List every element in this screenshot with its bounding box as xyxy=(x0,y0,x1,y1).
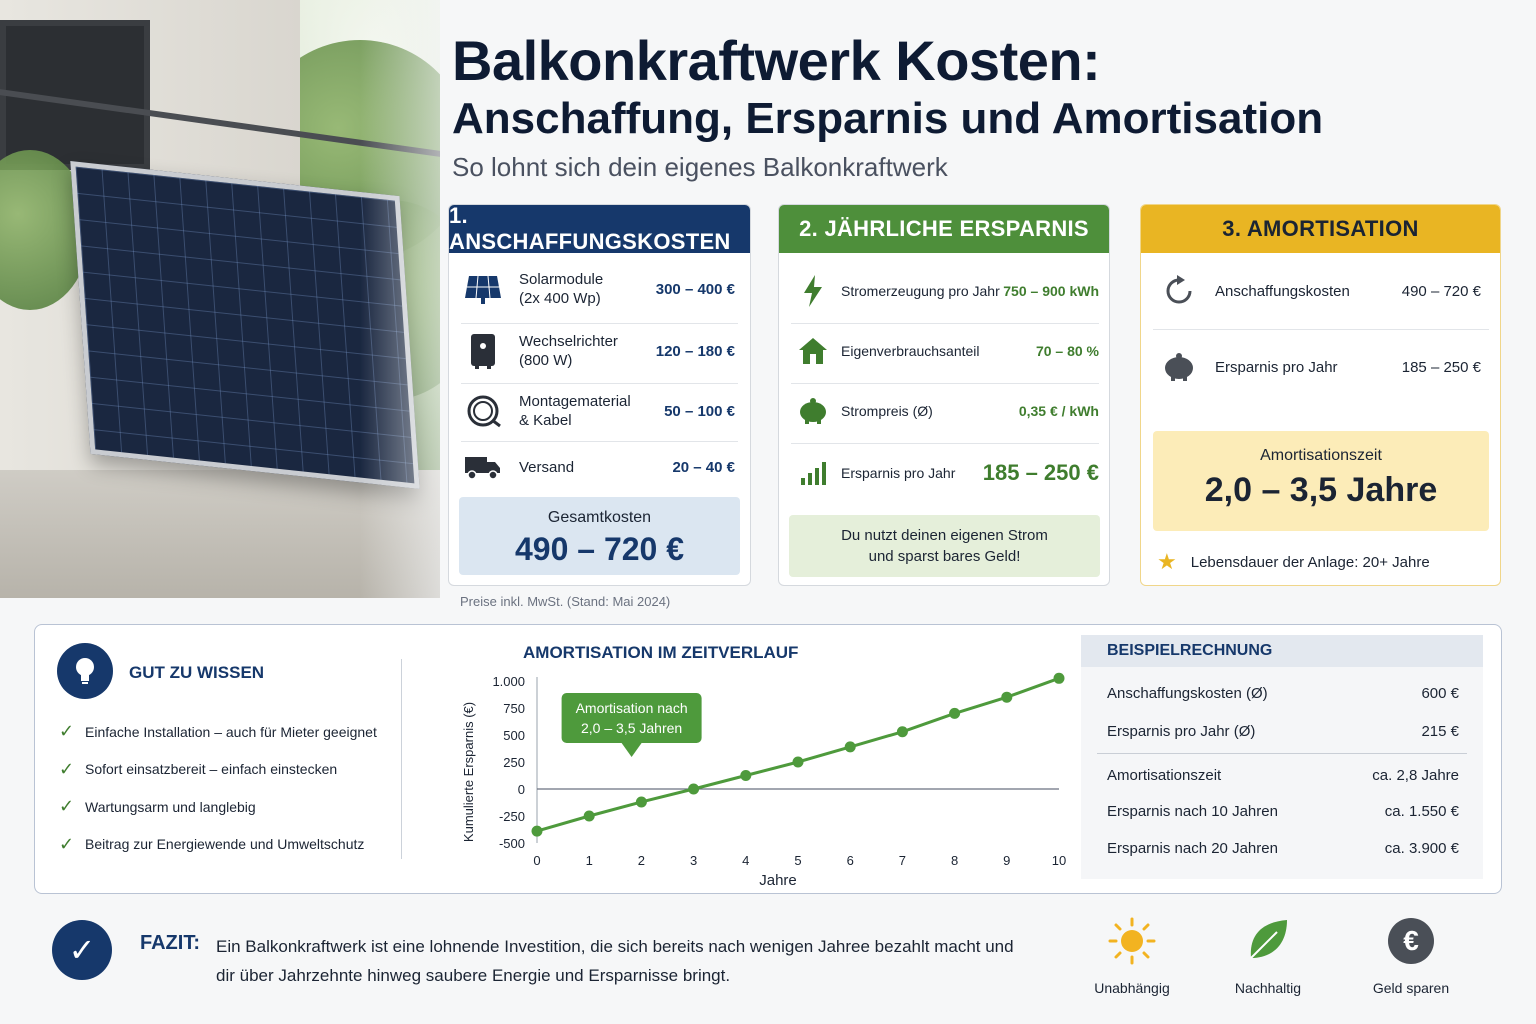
badge-sustainable: Nachhaltig xyxy=(1218,916,1318,996)
data-point xyxy=(636,796,647,807)
data-point xyxy=(793,757,804,768)
piggy-bank-icon xyxy=(1159,347,1199,387)
cost-row: Wechselrichter (800 W) 120 – 180 € xyxy=(463,331,735,371)
sun-icon xyxy=(1082,916,1182,966)
data-point xyxy=(740,770,751,781)
cost-value: 50 – 100 € xyxy=(664,402,735,420)
amortization-row: Ersparnis pro Jahr 185 – 250 € xyxy=(1159,347,1481,387)
conclusion-label: FAZIT: xyxy=(140,932,200,954)
checkmark-icon: ✓ xyxy=(52,920,112,980)
cost-value: 20 – 40 € xyxy=(672,458,735,476)
savings-value: 185 – 250 € xyxy=(982,460,1099,485)
x-tick-label: 0 xyxy=(533,853,541,868)
check-icon: ✓ xyxy=(59,758,75,779)
card-title: 1. ANSCHAFFUNGSKOSTEN xyxy=(449,205,750,253)
house-icon xyxy=(793,331,833,371)
annotation-text: 2,0 – 3,5 Jahren xyxy=(581,720,683,736)
refresh-icon xyxy=(1159,271,1199,311)
savings-value: 750 – 900 kWh xyxy=(1003,283,1099,299)
x-tick-label: 9 xyxy=(1003,853,1011,868)
cost-row: Versand 20 – 40 € xyxy=(463,447,735,487)
cost-value: 300 – 400 € xyxy=(655,280,735,298)
cost-value: 120 – 180 € xyxy=(655,342,735,360)
y-axis-label: Kumulierte Ersparnis (€) xyxy=(461,701,476,843)
savings-row: Ersparnis pro Jahr 185 – 250 € xyxy=(793,453,1099,493)
example-title: BEISPIELRECHNUNG xyxy=(1081,635,1483,667)
savings-message: Du nutzt deinen eigenen Strom und sparst bares Geld! xyxy=(789,515,1100,577)
x-tick-label: 6 xyxy=(846,853,854,868)
data-point xyxy=(688,784,699,795)
x-tick-label: 3 xyxy=(689,853,698,868)
list-item: ✓ Einfache Installation – auch für Mieter geeignet xyxy=(59,721,377,742)
example-row: Ersparnis pro Jahr (Ø) 215 € xyxy=(1107,723,1459,740)
lightning-icon xyxy=(793,271,833,311)
savings-row: Eigenverbrauchsanteil 70 – 80 % xyxy=(793,331,1099,371)
badge-save-money: € Geld sparen xyxy=(1361,916,1461,996)
x-axis-label: Jahre xyxy=(759,872,797,889)
check-icon: ✓ xyxy=(59,721,75,742)
savings-row: Strompreis (Ø) 0,35 € / kWh xyxy=(793,391,1099,431)
data-point xyxy=(584,811,595,822)
cost-row: Montagematerial & Kabel 50 – 100 € xyxy=(463,391,735,431)
y-tick-label: 0 xyxy=(517,782,525,797)
lightbulb-icon xyxy=(57,643,113,699)
annotation-pointer xyxy=(622,743,642,757)
data-point xyxy=(532,826,543,837)
cable-icon xyxy=(463,391,503,431)
data-point xyxy=(897,726,908,737)
amortization-value: 490 – 720 € xyxy=(1401,282,1481,300)
page-title-line2: Anschaffung, Ersparnis und Amortisation xyxy=(452,94,1324,143)
savings-value: 70 – 80 % xyxy=(1035,343,1099,359)
y-tick-label: 250 xyxy=(503,755,525,770)
total-costs-value: 490 – 720 € xyxy=(514,531,685,567)
chart-title: AMORTISATION IM ZEITVERLAUF xyxy=(523,643,799,662)
savings-row: Stromerzeugung pro Jahr 750 – 900 kWh xyxy=(793,271,1099,311)
data-point xyxy=(949,708,960,719)
amortization-chart xyxy=(419,661,1069,891)
info-panel xyxy=(34,624,1502,894)
total-costs-box: Gesamtkosten 490 – 720 € xyxy=(459,497,740,575)
example-row: Anschaffungskosten (Ø) 600 € xyxy=(1107,685,1459,702)
example-calculation xyxy=(1081,635,1483,879)
good-to-know-list xyxy=(59,713,377,863)
x-tick-label: 8 xyxy=(950,853,959,868)
inverter-icon xyxy=(463,331,503,371)
good-to-know-title: GUT ZU WISSEN xyxy=(129,663,265,682)
amortization-time-box: Amortisationszeit 2,0 – 3,5 Jahre xyxy=(1153,431,1489,531)
list-item: ✓ Beitrag zur Energiewende und Umweltschutz xyxy=(59,833,365,854)
leaf-icon xyxy=(1218,916,1318,966)
hero-photo xyxy=(0,0,440,598)
x-tick-label: 5 xyxy=(794,853,802,868)
euro-icon: € xyxy=(1388,918,1434,964)
piggy-bank-icon xyxy=(793,391,833,431)
check-icon: ✓ xyxy=(59,833,75,854)
amortization-row: Anschaffungskosten 490 – 720 € xyxy=(1159,271,1481,311)
y-tick-label: -500 xyxy=(498,836,525,851)
conclusion-text: Ein Balkonkraftwerk ist eine lohnende Investition, die sich bereits nach wenigen Jahree bezahlt macht und dir über Jahrzehnte hinweg saubere Energie und Ersparnisse bringt. xyxy=(216,937,1014,985)
amortization-value: 185 – 250 € xyxy=(1401,358,1481,376)
lifetime-note: ★ Lebensdauer der Anlage: 20+ Jahre xyxy=(1157,549,1430,574)
y-tick-label: 750 xyxy=(503,701,525,716)
check-icon: ✓ xyxy=(59,796,75,817)
data-point xyxy=(845,741,856,752)
x-tick-label: 7 xyxy=(898,853,907,868)
star-icon: ★ xyxy=(1157,549,1177,574)
amortization-time-value: 2,0 – 3,5 Jahre xyxy=(1204,471,1438,509)
card-annual-savings xyxy=(778,204,1110,586)
example-row: Amortisationszeit ca. 2,8 Jahre xyxy=(1107,767,1459,784)
example-row: Ersparnis nach 10 Jahren ca. 1.550 € xyxy=(1107,803,1459,820)
list-item: ✓ Wartungsarm und langlebig xyxy=(59,796,256,817)
savings-value: 0,35 € / kWh xyxy=(1018,403,1099,419)
card-title: 2. JÄHRLICHE ERSPARNIS xyxy=(779,205,1109,253)
example-row: Ersparnis nach 20 Jahren ca. 3.900 € xyxy=(1107,840,1459,857)
card-amortization xyxy=(1140,204,1501,586)
badge-independent: Unabhängig xyxy=(1082,916,1182,996)
x-tick-label: 2 xyxy=(637,853,646,868)
truck-icon xyxy=(463,447,503,487)
page-subtitle: So lohnt sich dein eigenes Balkonkraftwerk xyxy=(452,152,948,182)
cost-row: Solarmodule (2x 400 Wp) 300 – 400 € xyxy=(463,269,735,309)
y-tick-label: 500 xyxy=(503,728,525,743)
card-acquisition-costs xyxy=(448,204,751,586)
x-tick-label: 4 xyxy=(742,853,750,868)
list-item: ✓ Sofort einsatzbereit – einfach einstecken xyxy=(59,758,338,779)
bar-chart-icon xyxy=(793,453,833,493)
page-title: Balkonkraftwerk Kosten: xyxy=(452,29,1101,92)
x-tick-label: 10 xyxy=(1051,853,1067,868)
price-note: Preise inkl. MwSt. (Stand: Mai 2024) xyxy=(460,594,671,609)
x-tick-label: 1 xyxy=(585,853,593,868)
y-tick-label: -250 xyxy=(498,809,525,824)
y-tick-label: 1.000 xyxy=(492,674,525,689)
data-point xyxy=(1054,673,1065,684)
card-title: 3. AMORTISATION xyxy=(1141,205,1500,253)
data-point xyxy=(1001,692,1012,703)
annotation-text: Amortisation nach xyxy=(575,700,688,716)
solar-panel-icon xyxy=(463,269,503,309)
